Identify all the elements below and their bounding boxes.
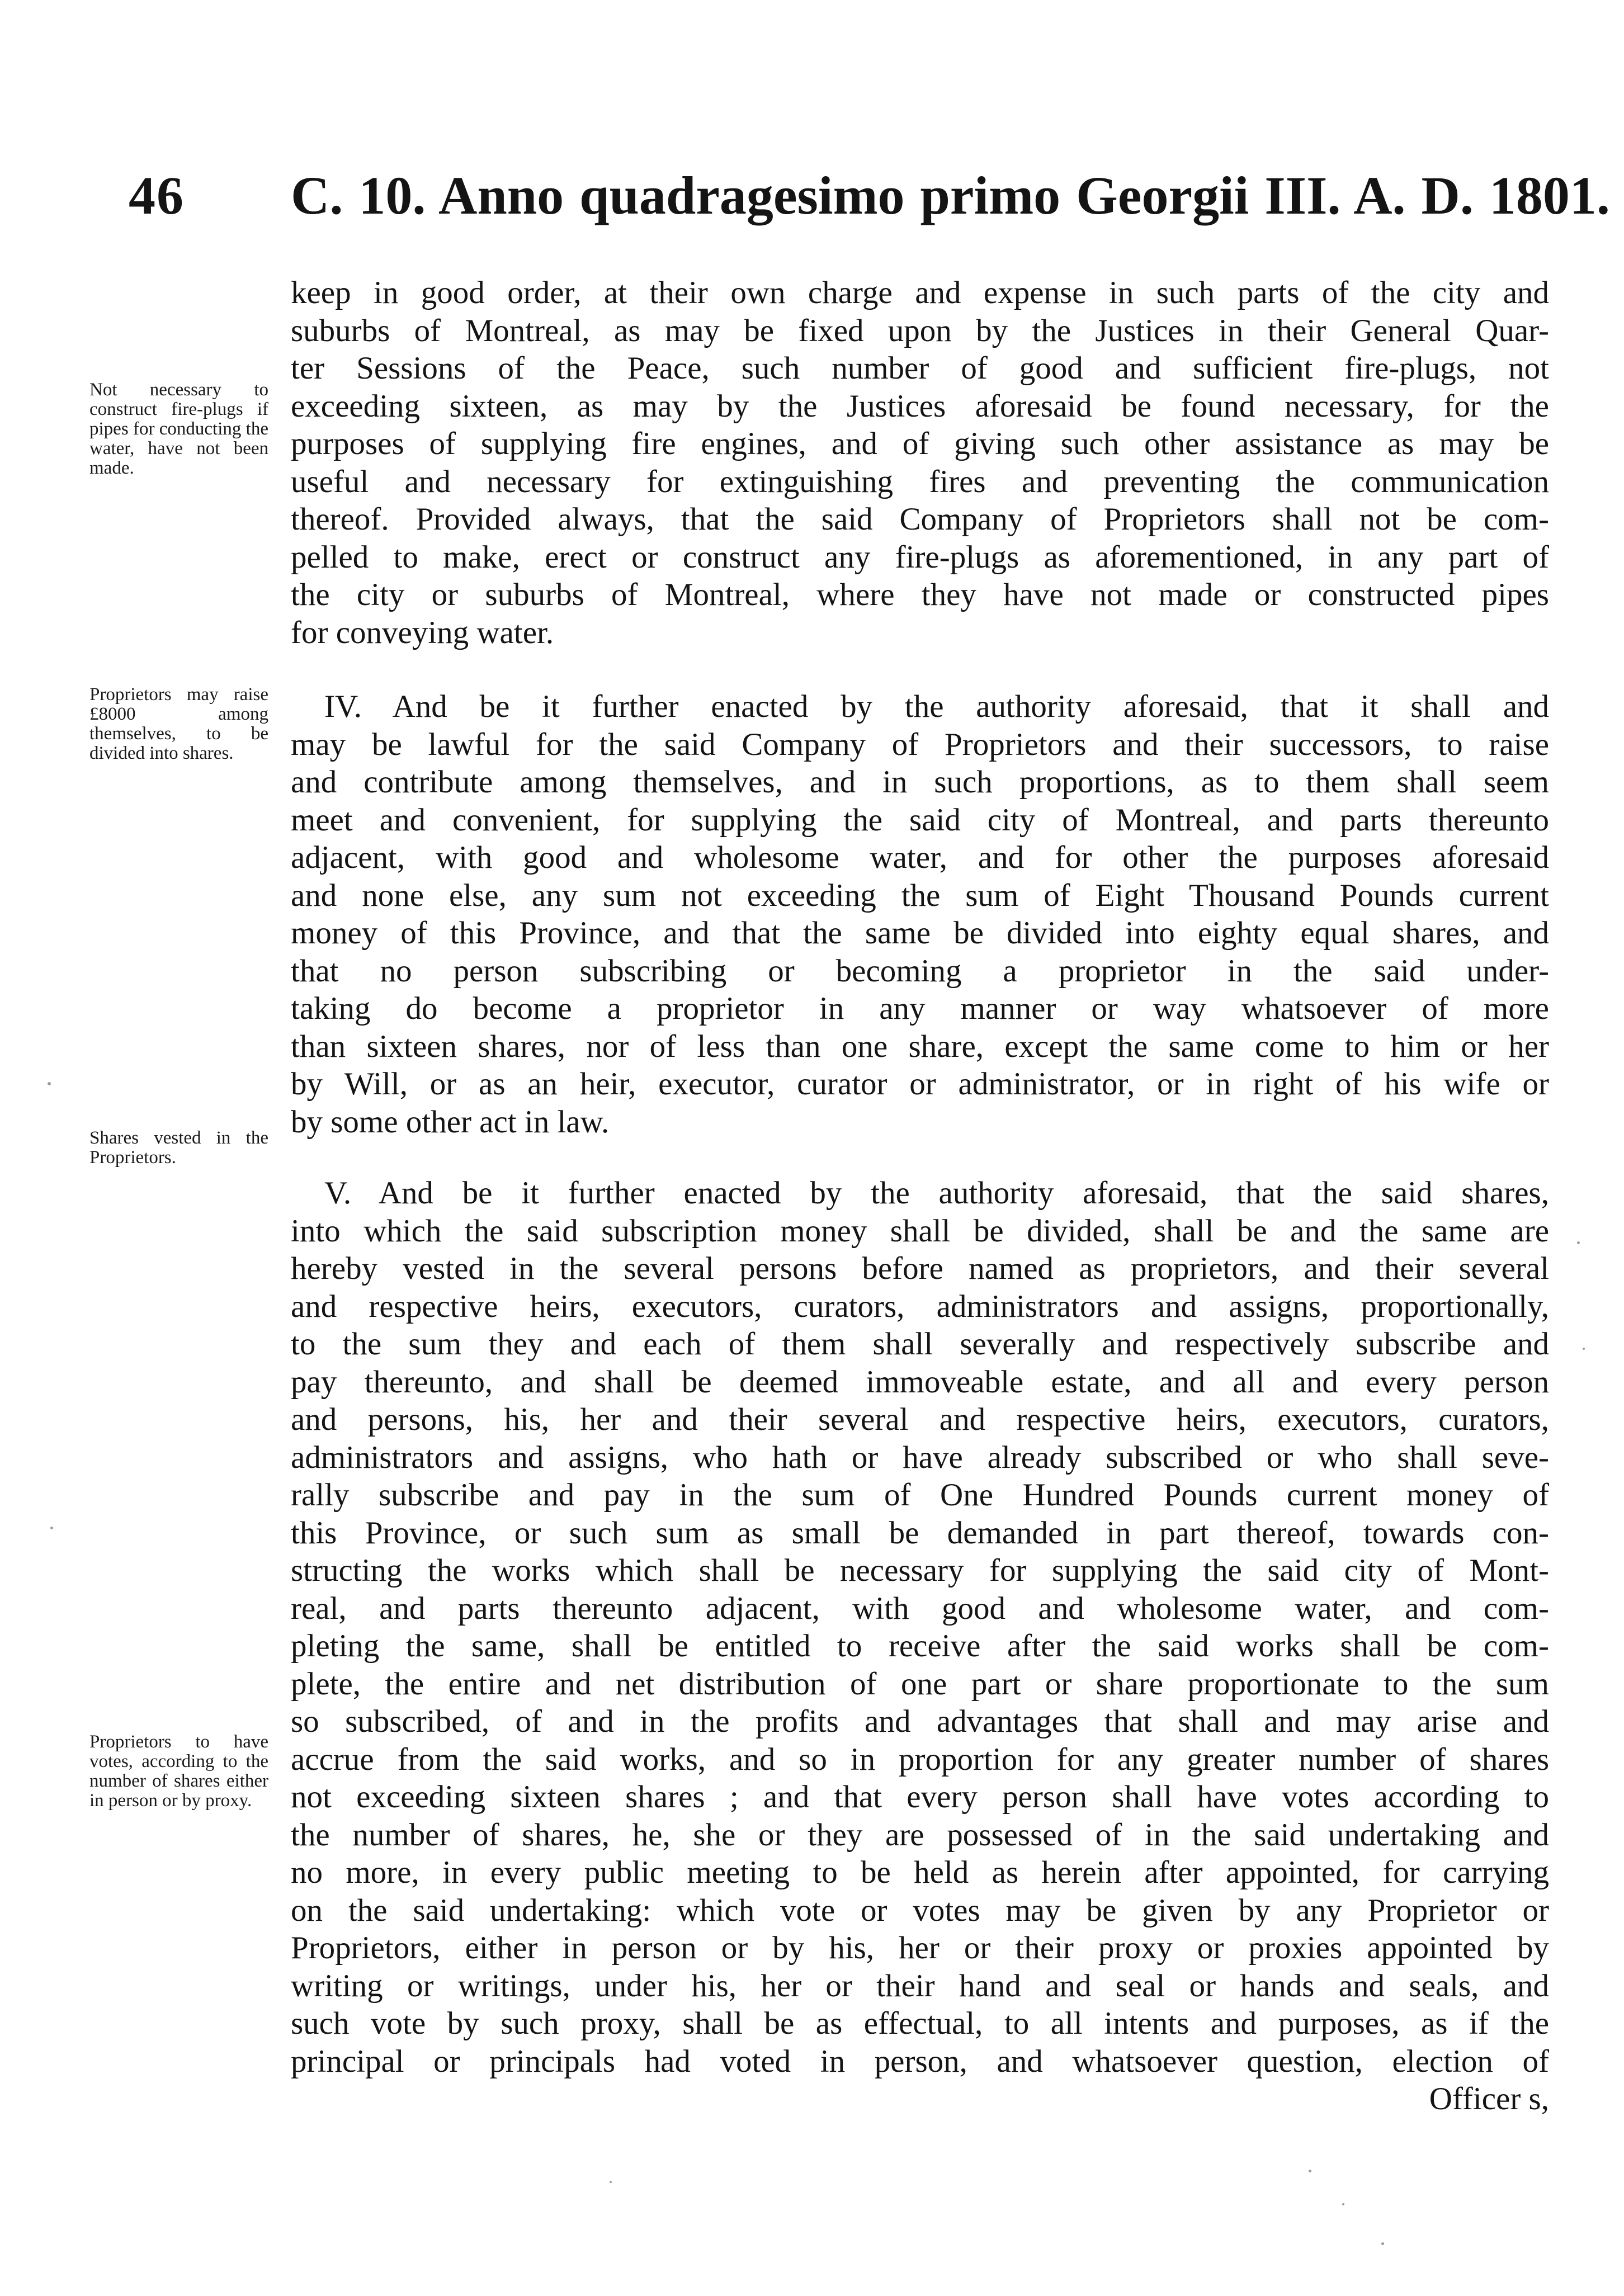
text-line: pleting the same, shall be entitled to receive after the said works shall be com- <box>291 1628 1549 1664</box>
text-line: adjacent, with good and wholesome water, and for other the purposes aforesaid <box>291 840 1549 875</box>
text-line: Proprietors, either in person or by his, her or their proxy or proxies appointed by <box>291 1930 1549 1966</box>
text-line: and none else, any sum not exceeding the sum of Eight Thousand Pounds current <box>291 877 1549 913</box>
text-line: and respective heirs, executors, curators, administrators and assigns, proportionally, <box>291 1288 1549 1324</box>
text-line: suburbs of Montreal, as may be fixed upon by the Justices in their General Quar- <box>291 313 1549 348</box>
text-line: to the sum they and each of them shall severally and respectively subscribe and <box>291 1326 1549 1362</box>
paper-speckle <box>1381 2242 1384 2245</box>
running-head: C. 10. Anno quadragesimo primo Georgii III. A. D. 1801. <box>291 166 1610 225</box>
text-line: pay thereunto, and shall be deemed immoveable estate, and all and every person <box>291 1364 1549 1400</box>
text-line: this Province, or such sum as small be demanded in part thereof, towards con- <box>291 1515 1549 1551</box>
section-iv <box>291 688 1549 1141</box>
text-line: taking do become a proprietor in any manner or way whatsoever of more <box>291 991 1549 1026</box>
text-line: exceeding sixteen, as may by the Justices aforesaid be found necessary, for the <box>291 388 1549 424</box>
text-line: useful and necessary for extinguishing fires and preventing the communication <box>291 464 1549 499</box>
margin-note-fire-plugs: Not necessary to construct fire-plugs if pipes for conducting the water, have not been made. <box>89 380 268 478</box>
text-line: pelled to make, erect or construct any fire-plugs as aforementioned, in any part of <box>291 539 1549 575</box>
paper-speckle <box>50 1527 53 1529</box>
page-number: 46 <box>129 166 185 225</box>
paper-speckle <box>48 1082 51 1085</box>
text-line: rally subscribe and pay in the sum of One Hundred Pounds current money of <box>291 1477 1549 1513</box>
text-line: money of this Province, and that the same be divided into eighty equal shares, and <box>291 915 1549 951</box>
text-line: real, and parts thereunto adjacent, with good and wholesome water, and com- <box>291 1590 1549 1626</box>
text-line: structing the works which shall be necessary for supplying the said city of Mont- <box>291 1553 1549 1588</box>
page-header <box>129 162 1610 229</box>
text-line: by Will, or as an heir, executor, curator or administrator, or in right of his wife or <box>291 1066 1549 1102</box>
text-line: that no person subscribing or becoming a proprietor in the said under- <box>291 953 1549 989</box>
text-line: not exceeding sixteen shares ; and that every person shall have votes according to <box>291 1779 1549 1815</box>
text-line: accrue from the said works, and so in proportion for any greater number of shares <box>291 1741 1549 1777</box>
text-line: for conveying water. <box>291 615 554 650</box>
section-v <box>291 1174 1549 2118</box>
text-line: purposes of supplying fire engines, and of giving such other assistance as may be <box>291 426 1549 461</box>
text-line: into which the said subscription money shall be divided, shall be and the same are <box>291 1213 1549 1249</box>
text-line: IV. And be it further enacted by the authority aforesaid, that it shall and <box>324 689 1549 724</box>
text-line: hereby vested in the several persons before named as proprietors, and their several <box>291 1251 1549 1286</box>
text-line: and persons, his, her and their several and respective heirs, executors, curators, <box>291 1402 1549 1437</box>
text-line: may be lawful for the said Company of Proprietors and their successors, to raise <box>291 726 1549 762</box>
text-line: no more, in every public meeting to be held as herein after appointed, for carrying <box>291 1855 1549 1890</box>
paper-speckle <box>1342 2203 1344 2205</box>
text-line: administrators and assigns, who hath or have already subscribed or who shall seve- <box>291 1439 1549 1475</box>
text-line: by some other act in law. <box>291 1104 610 1140</box>
paper-speckle <box>610 2181 612 2183</box>
text-line: V. And be it further enacted by the authority aforesaid, that the said shares, <box>324 1175 1549 1211</box>
text-line: plete, the entire and net distribution of one part or share proportionate to the sum <box>291 1666 1549 1702</box>
paper-speckle <box>1583 1348 1585 1350</box>
text-line: ter Sessions of the Peace, such number of good and sufficient fire-plugs, not <box>291 351 1549 386</box>
paragraph-continuation <box>291 274 1549 651</box>
catchword: Officer s, <box>1429 2081 1549 2117</box>
margin-note-shares-vested: Shares vested in the Proprietors. <box>89 1128 268 1168</box>
text-line: the city or suburbs of Montreal, where they have not made or constructed pipes <box>291 577 1549 612</box>
text-line: principal or principals had voted in person, and whatsoever question, election of <box>291 2043 1549 2079</box>
text-line: thereof. Provided always, that the said Company of Proprietors shall not be com- <box>291 502 1549 537</box>
text-line: the number of shares, he, she or they are possessed of in the said undertaking and <box>291 1817 1549 1853</box>
paper-speckle <box>1309 2170 1311 2172</box>
text-line: keep in good order, at their own charge and expense in such parts of the city and <box>291 275 1549 310</box>
text-line: and contribute among themselves, and in such proportions, as to them shall seem <box>291 764 1549 800</box>
text-line: writing or writings, under his, her or their hand and seal or hands and seals, and <box>291 1968 1549 2004</box>
margin-note-raise-money: Proprietors may raise £8000 among themselves, to be divided into shares. <box>89 684 268 763</box>
paper-speckle <box>1577 1241 1580 1244</box>
text-line: so subscribed, of and in the profits and advantages that shall and may arise and <box>291 1704 1549 1739</box>
text-line: on the said undertaking: which vote or votes may be given by any Proprietor or <box>291 1892 1549 1928</box>
text-line: meet and convenient, for supplying the said city of Montreal, and parts thereunto <box>291 802 1549 838</box>
text-line: such vote by such proxy, shall be as effectual, to all intents and purposes, as if the <box>291 2006 1549 2041</box>
text-line: than sixteen shares, nor of less than one share, except the same come to him or her <box>291 1028 1549 1064</box>
margin-note-votes: Proprietors to have votes, according to the number of shares either in person or by proxy. <box>89 1732 268 1811</box>
